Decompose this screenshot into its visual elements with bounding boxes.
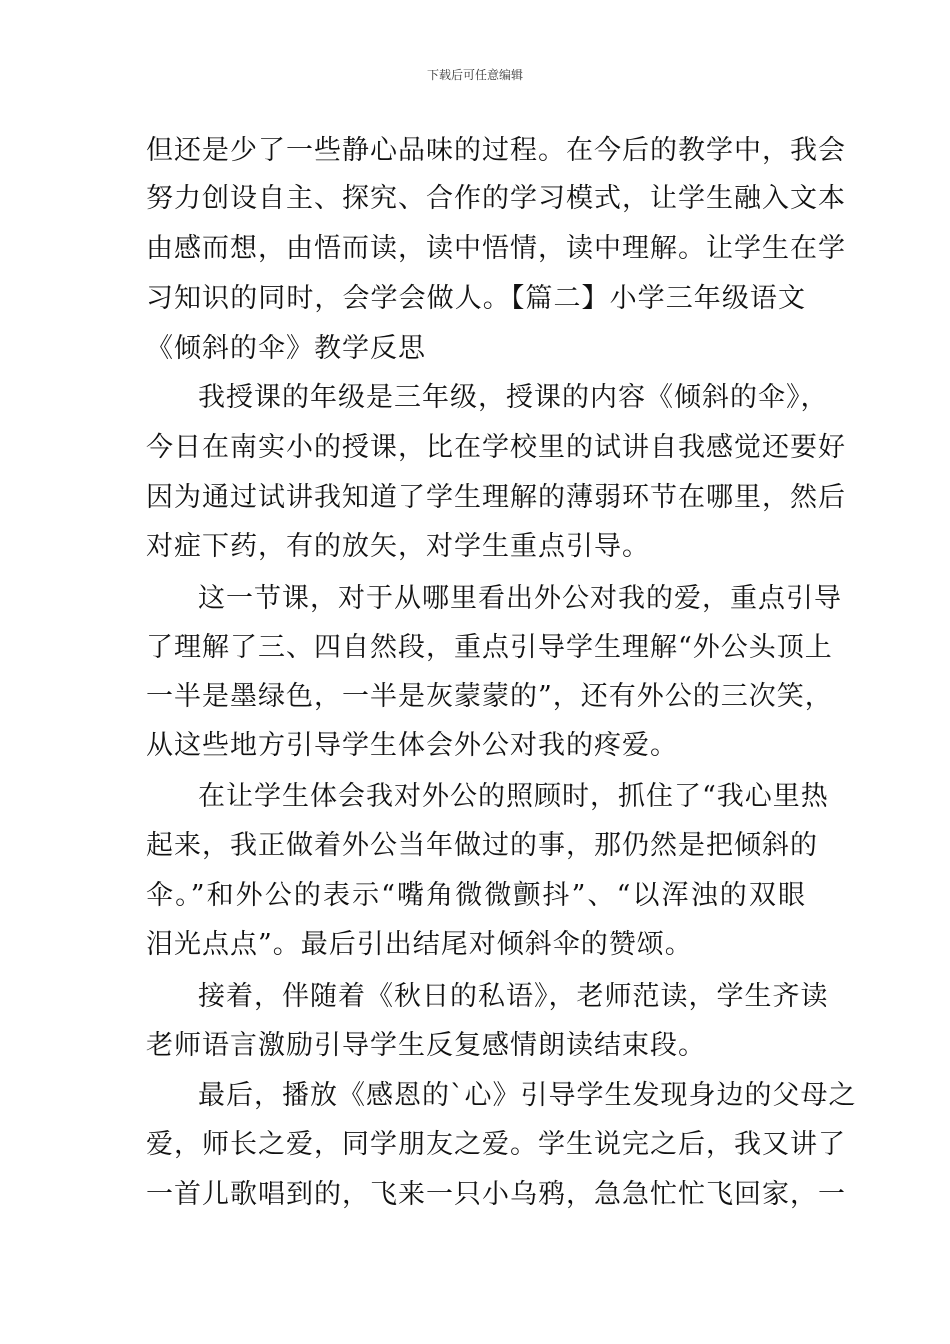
text-line: 一首儿歌唱到的，飞来一只小乌鸦，急急忙忙飞回家，一: [146, 1179, 846, 1210]
text-line: 老师语言激励引导学生反复感情朗读结束段。: [146, 1030, 706, 1061]
text-line: 爱，师长之爱，同学朋友之爱。学生说完之后，我又讲了: [146, 1129, 846, 1160]
text-line: 接着，伴随着《秋日的私语》，老师范读，学生齐读: [198, 981, 829, 1012]
text-line: 今日在南实小的授课，比在学校里的试讲自我感觉还要好: [146, 432, 846, 463]
text-line: 这一节课，对于从哪里看出外公对我的爱，重点引导: [198, 583, 842, 614]
text-line: 起来，我正做着外公当年做过的事，那仍然是把倾斜的: [146, 830, 818, 861]
text-line: 《倾斜的伞》教学反思: [146, 333, 426, 364]
page-header: 下载后可任意编辑: [426, 68, 523, 82]
text-line: 了理解了三、四自然段，重点引导学生理解“外公头顶上: [146, 632, 833, 663]
text-line: 我授课的年级是三年级，授课的内容《倾斜的伞》，: [198, 382, 829, 413]
text-line: 一半是墨绿色，一半是灰蒙蒙的”，还有外公的三次笑，: [146, 681, 833, 712]
text-line: 对症下药，有的放矢，对学生重点引导。: [146, 531, 650, 562]
text-line: 在让学生体会我对外公的照顾时，抓住了“我心里热: [198, 781, 829, 812]
text-line: 从这些地方引导学生体会外公对我的疼爱。: [146, 730, 678, 761]
text-line: 但还是少了一些静心品味的过程。在今后的教学中，我会: [146, 135, 846, 166]
text-line: 伞。”和外公的表示“嘴角微微颤抖”、“以浑浊的双眼: [146, 880, 806, 911]
text-line: 最后，播放《感恩的`心》引导学生发现身边的父母之: [198, 1080, 857, 1111]
text-line: 努力创设自主、探究、合作的学习模式，让学生融入文本: [146, 183, 846, 214]
text-line: 因为通过试讲我知道了学生理解的薄弱环节在哪里，然后: [146, 482, 846, 513]
text-line: 习知识的同时，会学会做人。【篇二】小学三年级语文: [146, 283, 806, 314]
text-line: 由感而想，由悟而读，读中悟情，读中理解。让学生在学: [146, 233, 846, 264]
text-line: 泪光点点”。最后引出结尾对倾斜伞的赞颂。: [146, 929, 693, 960]
